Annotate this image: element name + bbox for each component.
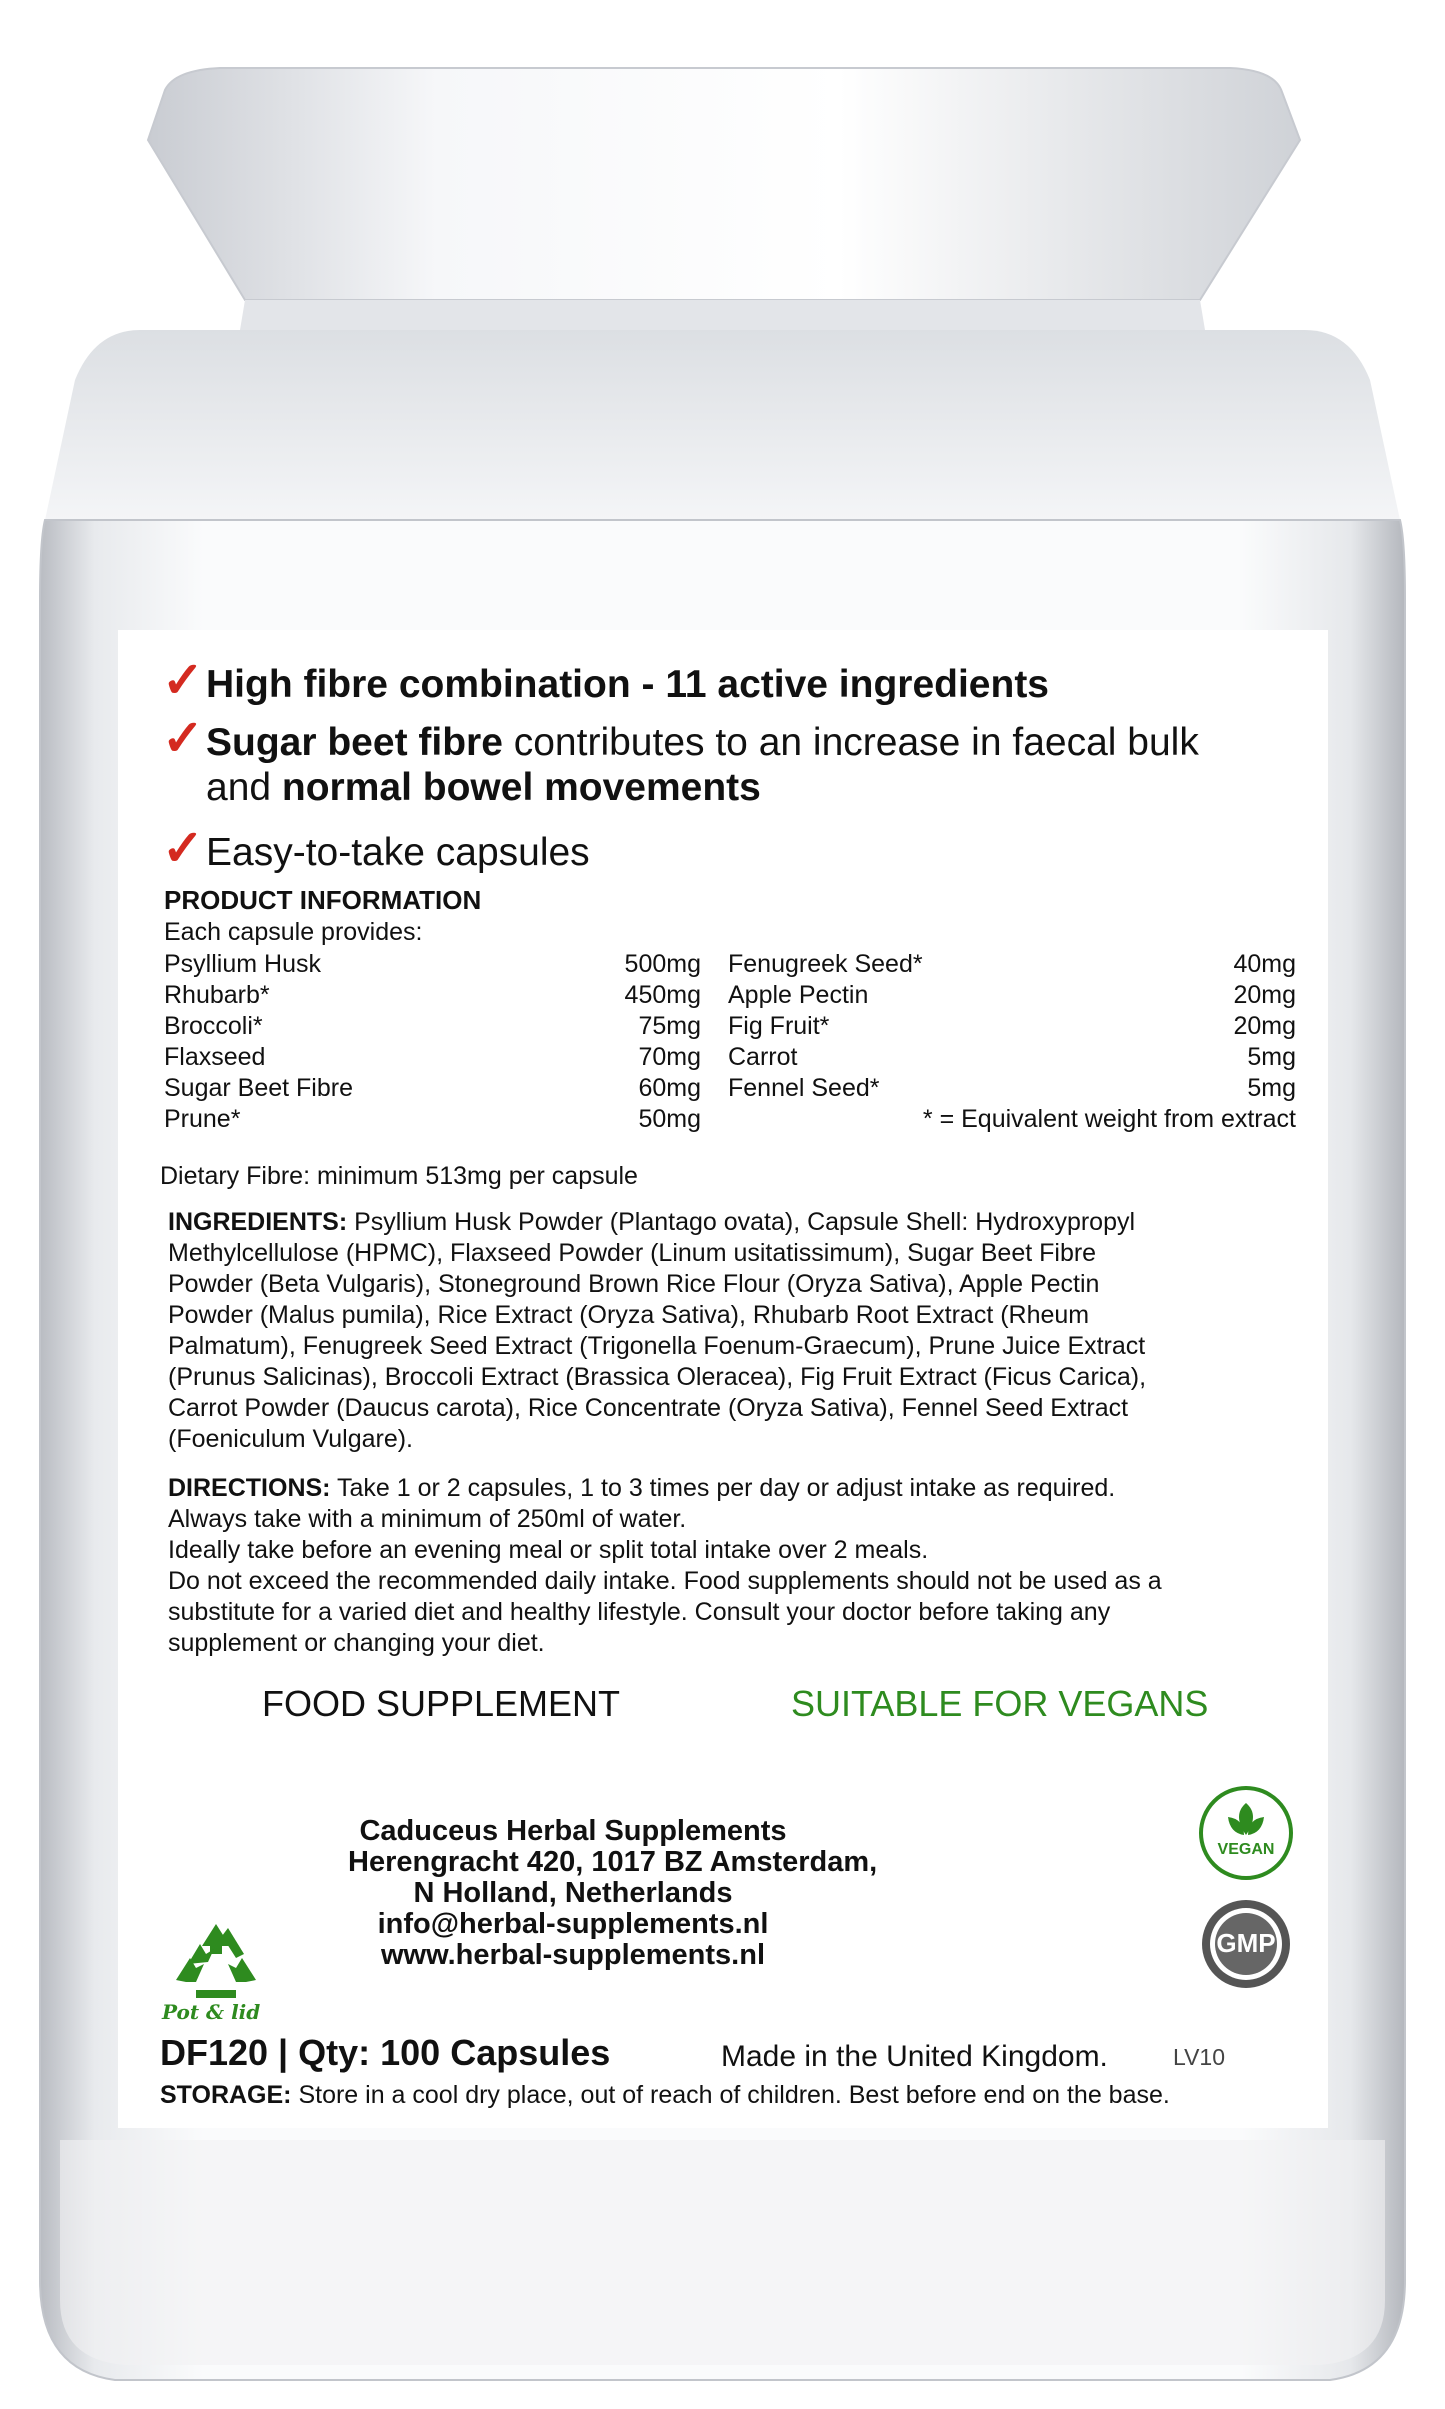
ingredient-row: Fennel Seed* 5mg — [728, 1074, 1296, 1102]
ingredients-paragraph: INGREDIENTS: Psyllium Husk Powder (Plantago ovata), Capsule Shell: Hydroxypropyl Methylcellulose (HPMC), Flaxseed Powder (Linum usitatissimum), Sugar Beet Fibre Powder (Beta Vulgaris), Stoneground Brown Rice Flour (Oryza Sativa), Apple Pectin Powder (Malus pumila), Rice Extract (Oryza Sativa), Rhubarb Root Extract (Rheum Palmatum), Fenugreek Seed Extract (Trigonella Foenum-Graecum), Prune Juice Extract (Prunus Salicinas), Broccoli Extract (Brassica Oleracea), Fig Fruit Extract (Ficus Carica), Carrot Powder (Daucus carota), Rice Concentrate (Oryza Sativa), Fennel Seed Extract (Foeniculum Vulgare). — [168, 1208, 1147, 1453]
version-code: LV10 — [1173, 2044, 1226, 2070]
recycle-icon — [166, 1920, 266, 2002]
product-info-subtitle: Each capsule provides: — [164, 918, 423, 946]
equivalent-note-row: * = Equivalent weight from extract — [922, 1105, 1296, 1133]
ingredient-row: Broccoli* 75mg — [164, 1012, 701, 1040]
ingredient-row: Prune* 50mg — [164, 1105, 701, 1133]
pot-lid-label: Pot & lid — [162, 2000, 261, 2024]
ingredient-row: Apple Pectin 20mg — [728, 981, 1296, 1009]
ingredient-row: Psyllium Husk 500mg — [164, 950, 701, 978]
storage-text: STORAGE: Store in a cool dry place, out of reach of children. Best before end on the base. — [160, 2081, 1170, 2109]
food-supplement-text: FOOD SUPPLEMENT — [262, 1683, 621, 1724]
checkmark-icon: ✓ — [162, 652, 204, 708]
suitable-for-vegans-text: SUITABLE FOR VEGANS — [791, 1683, 1209, 1724]
gmp-badge-label: GMP — [1216, 1928, 1276, 1958]
company-address: Caduceus Herbal Supplements Herengracht 420, 1017 BZ Amsterdam, N Holland, Netherlands info@herbal-supplements.nl www.herbal-supplements.nl — [348, 1815, 878, 1971]
vegan-leaf-icon — [1198, 1785, 1294, 1881]
ingredient-row: Carrot 5mg — [728, 1043, 1296, 1071]
bullet-easy: ✓Easy-to-take capsules — [162, 820, 590, 876]
directions-paragraph: DIRECTIONS: Take 1 or 2 capsules, 1 to 3 times per day or adjust intake as required. Always take with a minimum of 250ml of water. Ideally take before an evening meal or split total intake over 2 meals. Do not exceed the recommended daily intake. Food supplements should not be used as a substitute for a varied diet and healthy lifestyle. Consult your doctor before taking any supplement or changing your diet. — [168, 1474, 1162, 1657]
ingredient-row: Fig Fruit* 20mg — [728, 1012, 1296, 1040]
ingredient-row: Sugar Beet Fibre 60mg — [164, 1074, 701, 1102]
made-in-text: Made in the United Kingdom. — [721, 2040, 1108, 2073]
ingredient-row: Rhubarb* 450mg — [164, 981, 701, 1009]
bullet-sugar-beet: ✓Sugar beet fibre contributes to an increase in faecal bulk — [162, 710, 1199, 766]
dietary-fibre: Dietary Fibre: minimum 513mg per capsule — [160, 1162, 638, 1190]
bullet-sugar-beet-line2: and normal bowel movements — [206, 766, 761, 809]
product-info-title: PRODUCT INFORMATION — [164, 885, 482, 915]
ingredient-row: Flaxseed 70mg — [164, 1043, 701, 1071]
product-code: DF120 | Qty: 100 Capsules — [160, 2032, 611, 2073]
checkmark-icon: ✓ — [162, 820, 204, 876]
ingredient-row: Fenugreek Seed* 40mg — [728, 950, 1296, 978]
vegan-badge — [1198, 1785, 1294, 1881]
gmp-badge — [1200, 1898, 1292, 1990]
bullet-high-fibre: ✓High fibre combination - 11 active ingredients — [162, 652, 1049, 708]
product-label — [118, 630, 1328, 2128]
checkmark-icon: ✓ — [162, 710, 204, 766]
vegan-badge-label: VEGAN — [1217, 1841, 1275, 1858]
